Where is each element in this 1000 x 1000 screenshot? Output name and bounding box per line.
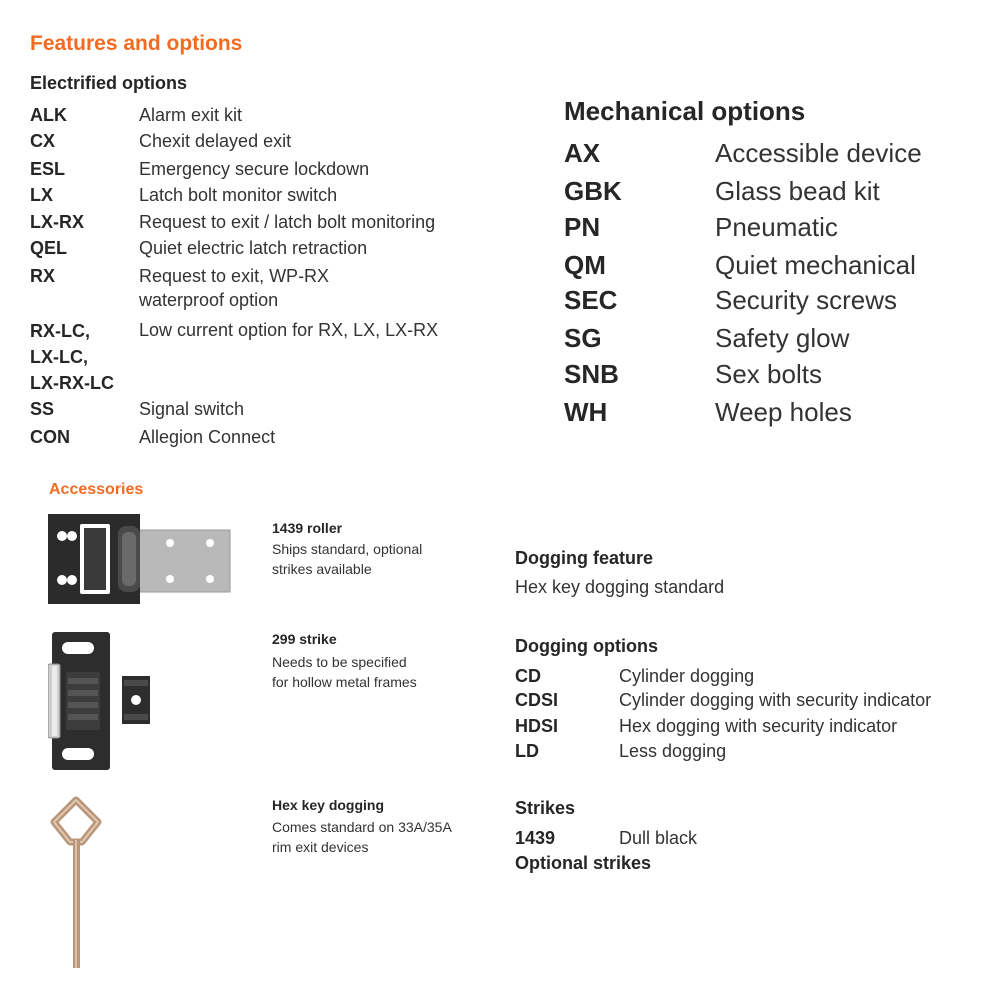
option-desc: Dull black [619,828,698,848]
option-code: CD [515,666,541,686]
option-code: RX-LC, LX-LC, LX-RX-LC [30,321,114,393]
option-code: SS [30,399,55,419]
option-code: CDSI [515,690,559,710]
accessory-desc: Comes standard on 33A/35A rim exit devices [272,819,452,855]
option-code: AX [564,138,601,168]
option-desc: Less dogging [619,741,727,761]
option-code: LX-RX [30,212,84,232]
option-code: LD [515,741,539,761]
option-code: QEL [30,238,68,258]
accessory-title: 1439 roller [272,520,343,536]
option-desc: Emergency secure lockdown [139,159,370,179]
option-desc: Chexit delayed exit [139,131,292,151]
hex-key-icon [46,796,106,971]
accessory-title: 299 strike [272,631,337,647]
option-desc: Alarm exit kit [139,105,243,125]
roller-strike-icon [46,512,232,606]
accessory-desc: Needs to be specified for hollow metal frames [272,654,417,690]
option-desc: Latch bolt monitor switch [139,185,338,205]
option-code: ESL [30,159,66,179]
option-code: HDSI [515,716,559,736]
strikes-heading: Strikes [515,798,576,818]
option-desc: Accessible device [715,138,922,168]
option-desc: Allegion Connect [139,427,276,447]
dogging-feature-heading: Dogging feature [515,548,653,568]
option-code: QM [564,250,606,280]
option-code: 1439 [515,828,556,848]
option-code: PN [564,212,601,242]
page-title: Features and options [30,32,243,55]
strike-plate-icon [48,632,152,772]
option-desc: Cylinder dogging [619,666,755,686]
option-desc: Pneumatic [715,212,838,242]
option-code: ALK [30,105,67,125]
option-desc: Low current option for RX, LX, LX-RX [139,320,439,340]
option-desc: Request to exit, WP-RX waterproof option [139,266,330,310]
option-code: RX [30,266,56,286]
mechanical-options-heading: Mechanical options [564,96,806,126]
option-code: LX [30,185,54,205]
option-code: GBK [564,176,622,206]
option-code: SNB [564,359,619,389]
option-code: WH [564,397,608,427]
option-desc: Quiet mechanical [715,250,916,280]
dogging-feature-text: Hex key dogging standard [515,577,725,597]
option-desc: Cylinder dogging with security indicator [619,690,932,710]
option-code: CON [30,427,70,447]
option-desc: Sex bolts [715,359,822,389]
option-code: SEC [564,285,618,315]
option-desc: Quiet electric latch retraction [139,238,368,258]
option-desc: Weep holes [715,397,852,427]
option-code: CX [30,131,56,151]
option-desc: Glass bead kit [715,176,880,206]
option-desc: Security screws [715,285,898,315]
electrified-options-heading: Electrified options [30,73,188,93]
option-desc: Safety glow [715,323,850,353]
accessory-title: Hex key dogging [272,797,385,813]
option-desc: Request to exit / latch bolt monitoring [139,212,436,232]
accessories-heading: Accessories [49,481,144,498]
option-desc: Hex dogging with security indicator [619,716,898,736]
option-desc: Signal switch [139,399,245,419]
option-code: SG [564,323,602,353]
dogging-options-heading: Dogging options [515,636,658,656]
optional-strikes-heading: Optional strikes [515,853,652,873]
accessory-desc: Ships standard, optional strikes available [272,541,423,577]
